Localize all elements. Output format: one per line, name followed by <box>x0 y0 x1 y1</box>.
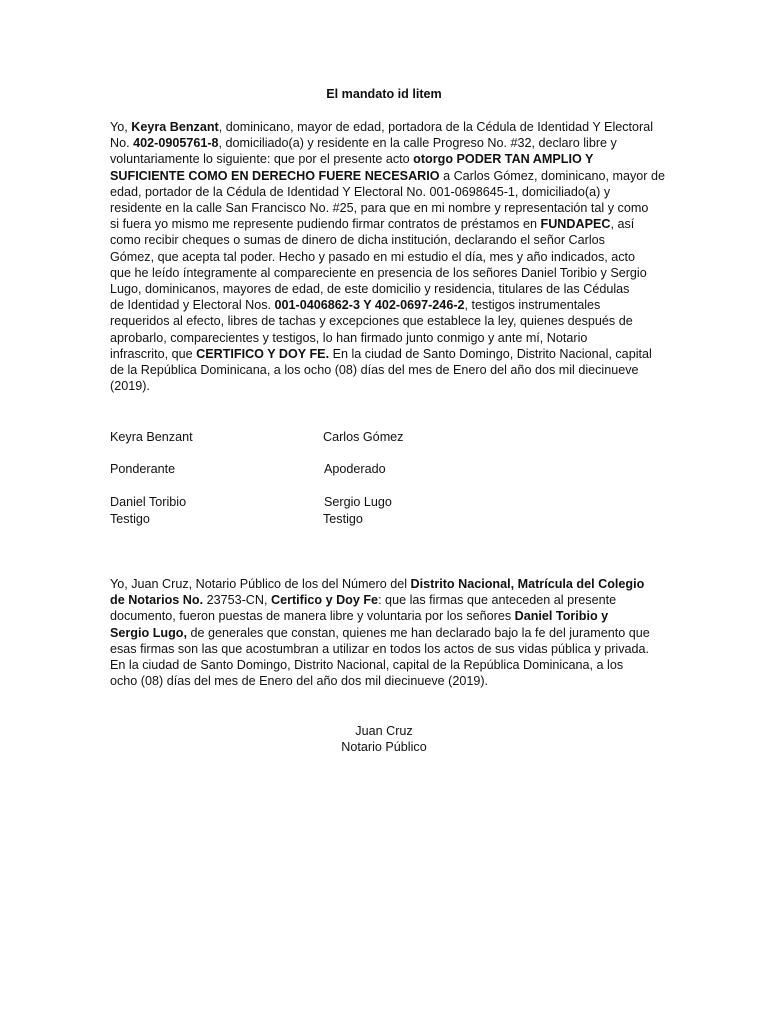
text-line <box>110 346 662 362</box>
text-run: Yo, <box>110 120 132 134</box>
bold-text-run: Sergio Lugo, <box>110 625 187 640</box>
text-run: 23753-CN, <box>203 593 271 608</box>
witness-role-left: Testigo <box>110 512 150 526</box>
text-run: que he leído íntegramente al compareciente en presencia de los señores Daniel Toribio y Sergio <box>110 265 647 280</box>
text-run: voluntariamente lo siguiente: que por el presente acto <box>110 152 414 167</box>
text-run: , así <box>610 217 635 232</box>
text-run: aprobarlo, comparecientes y testigos, lo han firmado junto conmigo y ante mí, Notario <box>110 330 588 345</box>
signer-role-grantor: Ponderante <box>110 462 176 476</box>
bold-text-run: SUFICIENTE COMO EN DERECHO FUERE NECESARIO <box>110 168 440 183</box>
bold-text-run: Daniel Toribio y <box>514 609 609 624</box>
text-run: edad, portador de la Cédula de Identidad Y Electoral No. 001-0698645-1, domiciliado(a) y <box>110 184 611 199</box>
text-run: de generales que constan, quienes me han declarado bajo la fe del juramento que <box>186 625 650 640</box>
notary-signature-block <box>0 723 768 755</box>
text-line <box>110 362 662 378</box>
text-run: de Identidad y Electoral Nos. <box>110 298 275 313</box>
text-line <box>110 265 662 281</box>
text-run: requeridos al efecto, libres de tachas y excepciones que establece la ley, quienes después de <box>110 314 633 329</box>
bold-text-run: CERTIFICO Y DOY FE. <box>196 346 330 361</box>
document-title: El mandato id litem <box>326 87 442 101</box>
text-run: ocho (08) días del mes de Enero del año dos mil diecinueve (2019). <box>110 674 489 689</box>
text-line <box>110 592 662 608</box>
text-line <box>110 281 662 297</box>
notary-name: Juan Cruz <box>355 724 413 738</box>
witness-role-right: Testigo <box>323 512 363 526</box>
text-run: si fuera yo mismo me represente pudiendo firmar contratos de préstamos en <box>110 217 541 232</box>
text-line <box>110 673 662 689</box>
text-run: , domiciliado(a) y residente en la calle Progreso No. #32, declaro libre y <box>218 136 617 151</box>
text-run: infrascrito, que <box>110 346 197 361</box>
witness-name-left: Daniel Toribio <box>110 495 187 509</box>
text-run: a Carlos Gómez, dominicano, mayor de <box>439 168 665 183</box>
bold-text-run: FUNDAPEC <box>540 217 611 232</box>
text-run: residente en la calle San Francisco No. #25, para que en mi nombre y representación tal y como <box>110 201 649 216</box>
text-line <box>110 330 662 346</box>
bold-text-run: 001-0406862-3 Y 402-0697-246-2 <box>274 298 465 313</box>
text-line <box>110 200 662 216</box>
mandate-paragraph <box>110 119 665 394</box>
text-run: de la República Dominicana, a los ocho (08) días del mes de Enero del año dos mil diecinueve <box>110 363 639 378</box>
text-line <box>110 232 662 248</box>
text-line <box>110 168 665 184</box>
signer-role-attorney: Apoderado <box>324 462 386 476</box>
bold-text-run: otorgo PODER TAN AMPLIO Y <box>413 152 594 167</box>
text-line <box>110 151 662 167</box>
bold-text-run: Certifico y Doy Fe <box>270 593 379 608</box>
text-run: Lugo, dominicanos, mayores de edad, de este domicilio y residencia, titulares de las Cédulas <box>110 282 630 297</box>
text-run: En la ciudad de Santo Domingo, Distrito Nacional, capital de la República Dominicana, a los <box>110 658 624 673</box>
text-run: esas firmas son las que acostumbran a utilizar en todos los actos de sus vidas pública y privada. <box>110 641 650 656</box>
text-run: : que las firmas que anteceden al presente <box>378 593 617 608</box>
text-run: , dominicano, mayor de edad, portadora de la Cédula de Identidad Y Electoral <box>218 120 654 134</box>
notary-title: Notario Público <box>341 740 427 755</box>
text-line <box>110 576 662 592</box>
text-run: (2019). <box>110 379 150 394</box>
text-line <box>110 625 662 641</box>
signer-name-attorney: Carlos Gómez <box>323 430 404 444</box>
text-run: como recibir cheques o sumas de dinero de dicha institución, declarando el señor Carlos <box>110 233 605 248</box>
text-line <box>110 657 662 673</box>
bold-text-run: 402-0905761-8 <box>133 136 219 151</box>
text-line <box>110 135 662 151</box>
text-line <box>110 297 662 313</box>
text-line <box>110 313 662 329</box>
text-run: Gómez, que acepta tal poder. Hecho y pasado en mi estudio el día, mes y año indicados, acto <box>110 249 636 264</box>
text-run: , testigos instrumentales <box>464 298 601 313</box>
bold-text-run: Keyra Benzant <box>131 120 219 134</box>
notary-certification-paragraph <box>110 576 662 689</box>
text-run: documento, fueron puestas de manera libre y voluntaria por los señores <box>110 609 515 624</box>
text-line <box>110 119 662 135</box>
text-run: No. <box>110 136 134 151</box>
text-line <box>110 249 662 265</box>
text-line <box>110 378 662 394</box>
bold-text-run: de Notarios No. <box>110 593 204 608</box>
witness-name-right: Sergio Lugo <box>324 495 392 509</box>
bold-text-run: Distrito Nacional, Matrícula del Colegio <box>410 577 645 591</box>
text-run: Yo, Juan Cruz, Notario Público de los del Número del <box>110 577 411 591</box>
text-line <box>110 184 662 200</box>
signer-name-grantor: Keyra Benzant <box>110 430 193 444</box>
text-line <box>110 641 662 657</box>
text-line <box>110 216 662 232</box>
text-line <box>110 608 662 624</box>
text-run: En la ciudad de Santo Domingo, Distrito Nacional, capital <box>329 346 652 361</box>
